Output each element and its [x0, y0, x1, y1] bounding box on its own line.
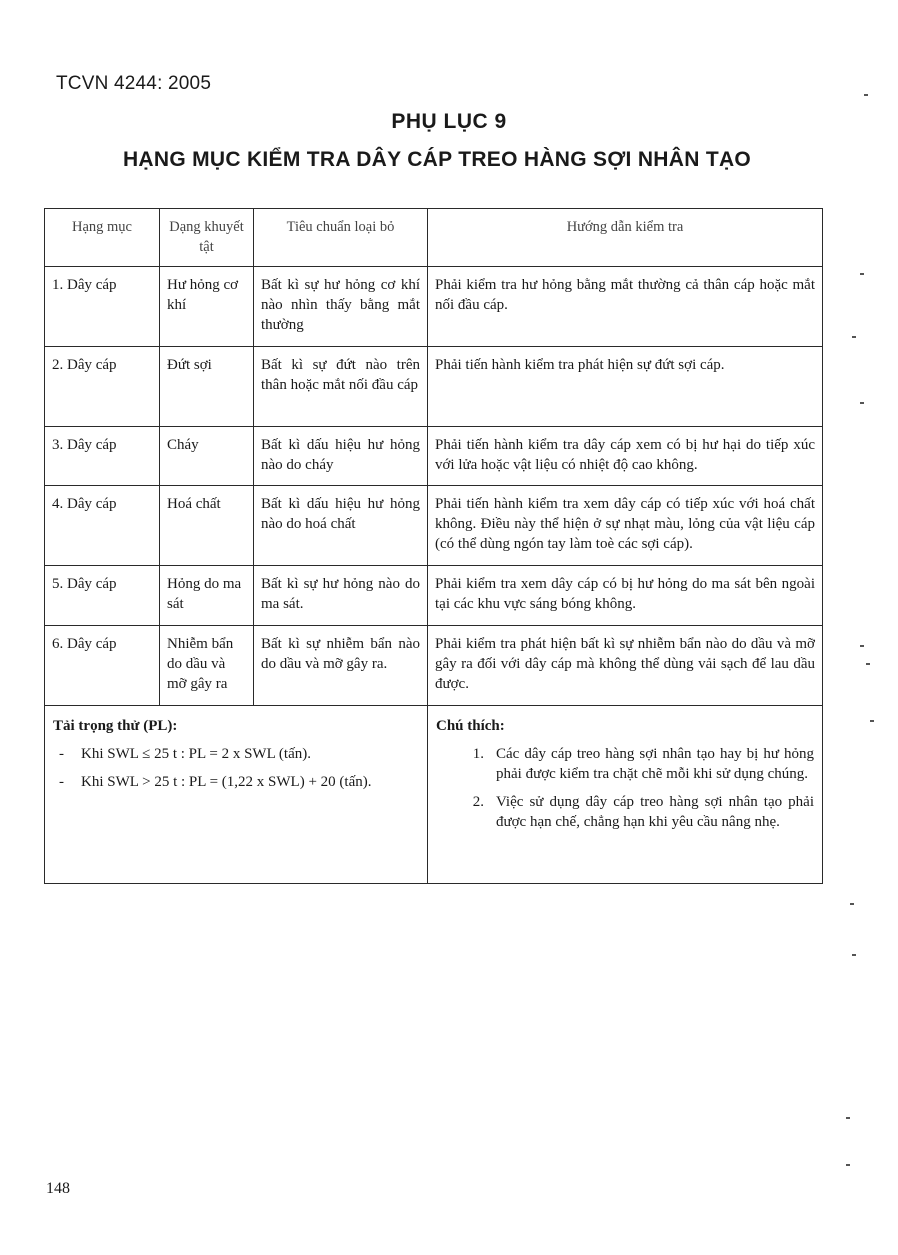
scan-speck — [860, 645, 864, 647]
bullet-dash: - — [59, 746, 64, 762]
cell-defect: Cháy — [160, 427, 254, 486]
note-text: Các dây cáp treo hàng sợi nhân tạo hay bị hư hỏng phải được kiểm tra chặt chẽ mỗi khi sử dụng chúng. — [496, 746, 814, 782]
cell-defect: Đứt sợi — [160, 347, 254, 427]
test-load-item — [53, 744, 419, 764]
appendix-label: PHỤ LỤC 9 — [391, 110, 507, 133]
test-load-item — [53, 772, 419, 792]
cell-criteria: Bất kì sự nhiễm bẩn nào do dầu và mỡ gây ra. — [254, 626, 428, 706]
cell-defect: Hỏng do ma sát — [160, 566, 254, 626]
note-number: 2. — [472, 794, 484, 810]
cell-item: 6. Dây cáp — [45, 626, 160, 706]
table-row — [45, 427, 823, 486]
table-row — [45, 626, 823, 706]
cell-criteria: Bất kì sự đứt nào trên thân hoặc mắt nối đầu cáp — [254, 347, 428, 427]
cell-guide: Phải kiểm tra phát hiện bất kì sự nhiễm bẩn nào do dầu và mỡ gây ra đối với dây cáp mà không thể dùng vải sạch để lau dầu được. — [428, 626, 823, 706]
table-row — [45, 267, 823, 347]
cell-criteria: Bất kì dấu hiệu hư hỏng nào do hoá chất — [254, 486, 428, 566]
table-header-row — [45, 209, 823, 267]
column-header-guide: Hướng dẫn kiểm tra — [428, 209, 823, 267]
footer-row — [45, 706, 823, 884]
note-text: Việc sử dụng dây cáp treo hàng sợi nhân tạo phải được hạn chế, chẳng hạn khi yêu cầu nâng nhẹ. — [496, 794, 814, 830]
cell-defect: Nhiễm bẩn do dầu và mỡ gây ra — [160, 626, 254, 706]
table-row — [45, 347, 823, 427]
scan-speck — [860, 273, 864, 275]
cell-guide: Phải tiến hành kiểm tra phát hiện sự đứt sợi cáp. — [428, 347, 823, 427]
cell-guide: Phải kiểm tra xem dây cáp có bị hư hỏng do ma sát bên ngoài tại các khu vực sáng bóng không. — [428, 566, 823, 626]
scan-speck — [870, 720, 874, 722]
column-header-item: Hạng mục — [45, 209, 160, 267]
inspection-table — [44, 208, 823, 884]
cell-guide: Phải tiến hành kiểm tra dây cáp xem có bị hư hại do tiếp xúc với lửa hoặc vật liệu có nhiệt độ cao không. — [428, 427, 823, 486]
scan-speck — [850, 903, 854, 905]
column-header-criteria: Tiêu chuẩn loại bỏ — [254, 209, 428, 267]
cell-defect: Hoá chất — [160, 486, 254, 566]
notes-section — [428, 706, 823, 884]
note-item — [436, 744, 814, 784]
table-row — [45, 486, 823, 566]
scan-speck — [852, 336, 856, 338]
cell-item: 5. Dây cáp — [45, 566, 160, 626]
cell-criteria: Bất kì sự hư hỏng cơ khí nào nhìn thấy bằng mắt thường — [254, 267, 428, 347]
notes-heading: Chú thích: — [436, 718, 505, 734]
page-number: 148 — [46, 1180, 70, 1197]
scan-speck — [866, 663, 870, 665]
cell-item: 2. Dây cáp — [45, 347, 160, 427]
column-header-defect: Dạng khuyết tật — [160, 209, 254, 267]
cell-item: 1. Dây cáp — [45, 267, 160, 347]
scan-speck — [864, 94, 868, 96]
scan-speck — [860, 402, 864, 404]
cell-guide: Phải kiểm tra hư hỏng bằng mắt thường cả thân cáp hoặc mắt nối đầu cáp. — [428, 267, 823, 347]
note-item — [436, 792, 814, 832]
table-row — [45, 566, 823, 626]
cell-item: 3. Dây cáp — [45, 427, 160, 486]
scan-speck — [846, 1164, 850, 1166]
cell-criteria: Bất kì sự hư hỏng nào do ma sát. — [254, 566, 428, 626]
test-load-text: Khi SWL ≤ 25 t : PL = 2 x SWL (tấn). — [81, 746, 312, 762]
scan-speck — [846, 1117, 850, 1119]
standard-code: TCVN 4244: 2005 — [56, 73, 212, 94]
test-load-heading: Tải trọng thử (PL): — [53, 718, 178, 734]
scan-speck — [852, 954, 856, 956]
note-number: 1. — [472, 746, 484, 762]
test-load-section — [45, 706, 428, 884]
test-load-text: Khi SWL > 25 t : PL = (1,22 x SWL) + 20 (tấn). — [81, 774, 372, 790]
cell-defect: Hư hỏng cơ khí — [160, 267, 254, 347]
bullet-dash: - — [59, 774, 64, 790]
cell-criteria: Bất kì dấu hiệu hư hỏng nào do cháy — [254, 427, 428, 486]
cell-item: 4. Dây cáp — [45, 486, 160, 566]
cell-guide: Phải tiến hành kiểm tra xem dây cáp có tiếp xúc với hoá chất không. Điều này thể hiện ở sự nhạt màu, lỏng của vật liệu cáp (có thể dùng ngón tay làm toè các sợi cáp). — [428, 486, 823, 566]
document-title: HẠNG MỤC KIỂM TRA DÂY CÁP TREO HÀNG SỢI NHÂN TẠO — [122, 148, 752, 171]
